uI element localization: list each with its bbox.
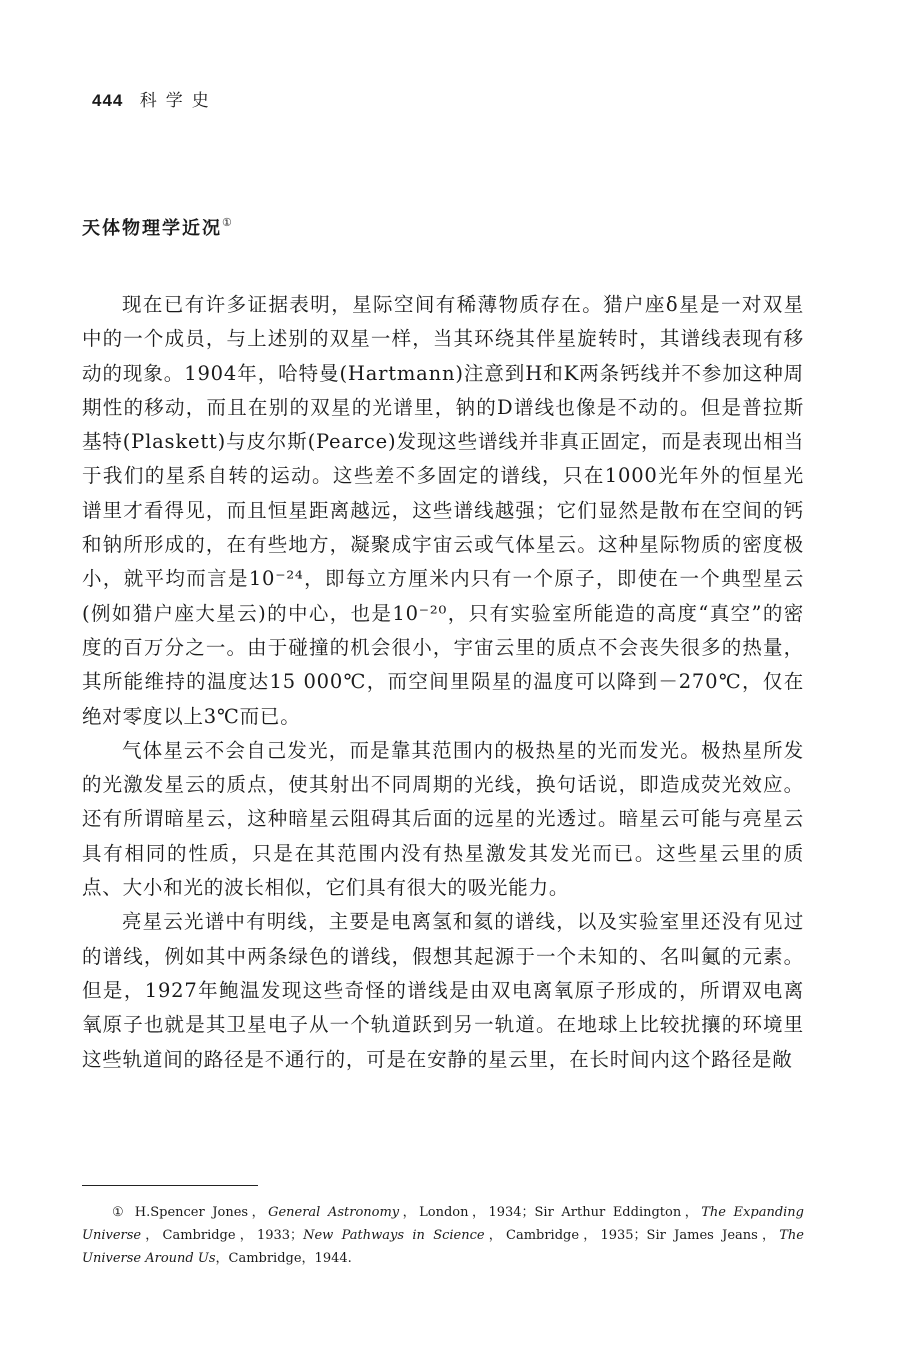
body-text (82, 288, 804, 1077)
section-title: 天体物理学近况 (82, 218, 222, 239)
footnote-text: ，Cambridge，1944. (215, 1251, 352, 1266)
footnote-divider (82, 1185, 258, 1186)
footnote-text: ，Cambridge，1935；Sir James Jeans， (484, 1228, 780, 1243)
footnote-book-title: General Astronomy (268, 1205, 400, 1220)
book-title: 科学史 (139, 91, 218, 111)
paragraph: 亮星云光谱中有明线，主要是电离氢和氦的谱线，以及实验室里还没有见过的谱线，例如其中两条绿色的谱线，假想其起源于一个未知的、名叫鿫的元素。但是，1927年鲍温发现这些奇怪的谱线是由双电离氧原子形成的，所谓双电离氧原子也就是其卫星电子从一个轨道跃到另一轨道。在地球上比较扰攘的环境里这些轨道间的路径是不通行的，可是在安静的星云里，在长时间内这个路径是敞 (82, 910, 804, 1071)
running-header (92, 86, 218, 111)
footnote-marker: ① (112, 1205, 128, 1220)
footnote-reference: ① (222, 216, 234, 229)
footnote (82, 1201, 804, 1270)
footnote-book-title: The Expanding Universe (82, 1205, 804, 1243)
paragraph: 气体星云不会自己发光，而是靠其范围内的极热星的光而发光。极热星所发的光激发星云的质点，使其射出不同周期的光线，换句话说，即造成荧光效应。还有所谓暗星云，这种暗星云阻碍其后面的远星的光透过。暗星云可能与亮星云具有相同的性质，只是在其范围内没有热星激发其发光而已。这些星云里的质点、大小和光的波长相似，它们具有很大的吸光能力。 (82, 738, 804, 900)
page-number: 444 (92, 91, 124, 110)
footnote-book-title: New Pathways in Science (303, 1228, 485, 1243)
footnote-text: ，Cambridge，1933； (141, 1228, 304, 1243)
footnote-text: ，London，1934；Sir Arthur Eddington， (399, 1205, 702, 1220)
footnote-text: H.Spencer Jones， (134, 1205, 269, 1220)
footnote-book-title: The Universe Around Us (82, 1228, 804, 1266)
section-heading (82, 214, 234, 240)
paragraph: 现在已有许多证据表明，星际空间有稀薄物质存在。猎户座δ星是一对双星中的一个成员，与上述别的双星一样，当其环绕其伴星旋转时，其谱线表现有移动的现象。1904年，哈特曼(Hartmann)注意到H和K两条钙线并不参加这种周期性的移动，而且在别的双星的光谱里，钠的D谱线也像是不动的。但是普拉斯基特(Plaskett)与皮尔斯(Pearce)发现这些谱线并非真正固定，而是表现出相当于我们的星系自转的运动。这些差不多固定的谱线，只在1000光年外的恒星光谱里才看得见，而且恒星距离越远，这些谱线越强；它们显然是散布在空间的钙和钠所形成的，在有些地方，凝聚成宇宙云或气体星云。这种星际物质的密度极小，就平均而言是10⁻²⁴，即每立方厘米内只有一个原子，即使在一个典型星云(例如猎户座大星云)的中心，也是10⁻²⁰，只有实验室所能造的高度“真空”的密度的百万分之一。由于碰撞的机会很小，宇宙云里的质点不会丧失很多的热量，其所能维持的温度达15 000℃，而空间里陨星的温度可以降到－270℃，仅在绝对零度以上3℃而已。 (82, 293, 804, 728)
